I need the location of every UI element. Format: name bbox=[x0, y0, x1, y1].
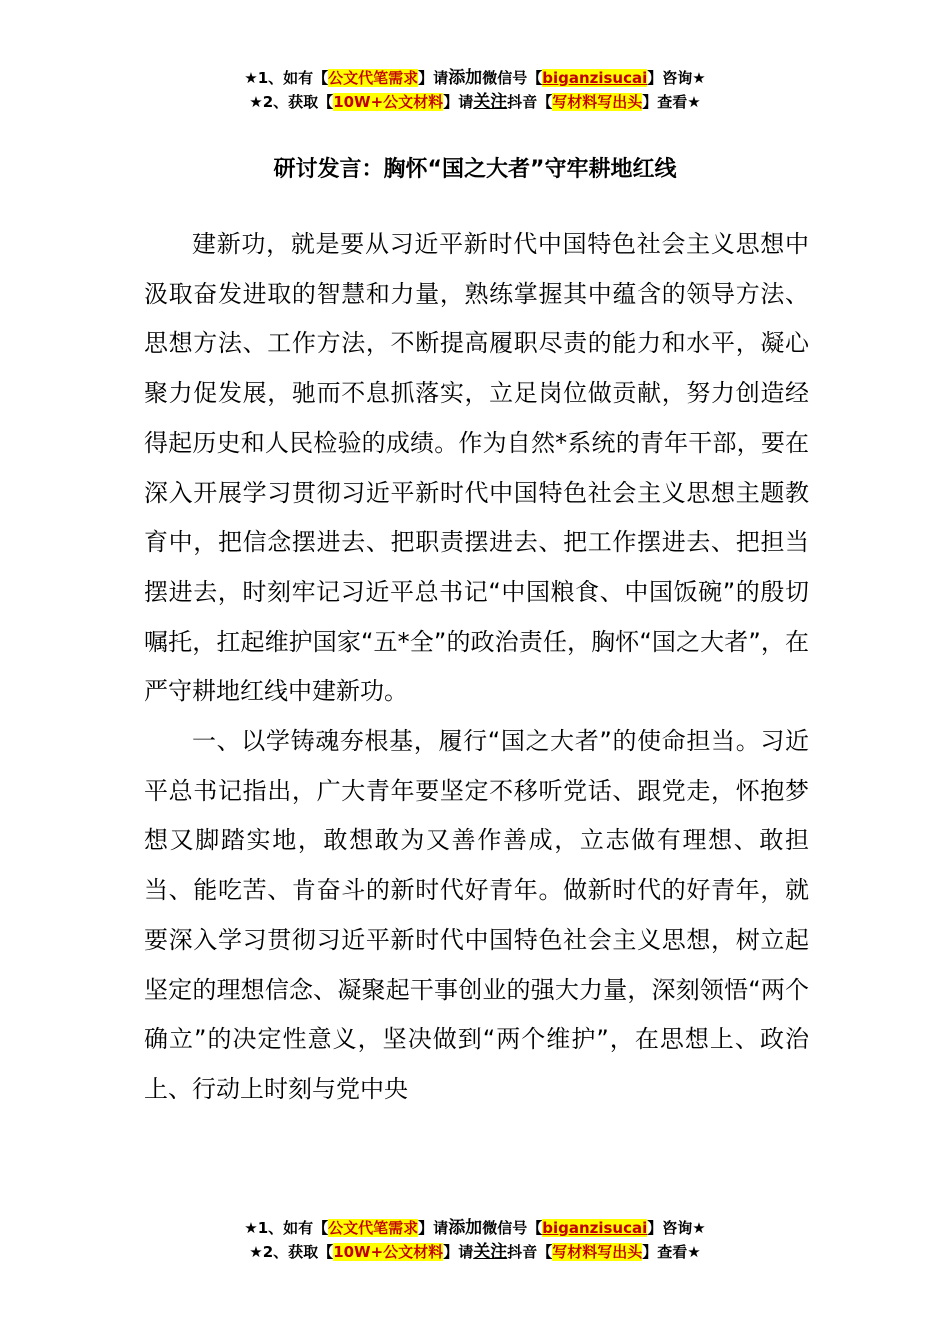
ad-text: 抖音【 bbox=[507, 93, 553, 111]
ad-text: 抖音【 bbox=[507, 1243, 553, 1261]
ad-text: ★2、获取【 bbox=[249, 1243, 334, 1261]
ad-text: 】查看★ bbox=[642, 93, 701, 111]
footer-ad-line-1 bbox=[0, 1216, 950, 1240]
ad-highlight: 10W+公文材料 bbox=[333, 1243, 444, 1261]
document-body bbox=[144, 220, 809, 1115]
header-ad-line-1 bbox=[0, 66, 950, 90]
ad-text: 】咨询★ bbox=[647, 1219, 706, 1237]
header-ad bbox=[0, 66, 950, 114]
ad-text: 微信号【 bbox=[482, 69, 543, 87]
ad-emphasis: 添加 bbox=[448, 1218, 483, 1238]
ad-highlight: 10W+公文材料 bbox=[333, 93, 444, 111]
douyin-account: 写材料写出头 bbox=[552, 93, 643, 111]
ad-text: 】查看★ bbox=[642, 1243, 701, 1261]
ad-highlight: 公文代笔需求 bbox=[328, 1219, 419, 1237]
footer-ad bbox=[0, 1216, 950, 1264]
ad-text: 】请 bbox=[443, 1243, 474, 1261]
ad-text: 】请 bbox=[418, 1219, 449, 1237]
ad-text: 】咨询★ bbox=[647, 69, 706, 87]
wechat-id-link[interactable]: biganzisucai bbox=[542, 69, 648, 87]
header-ad-line-2 bbox=[0, 90, 950, 114]
ad-emphasis: 添加 bbox=[448, 68, 483, 88]
ad-highlight: 公文代笔需求 bbox=[328, 69, 419, 87]
footer-ad-line-2 bbox=[0, 1240, 950, 1264]
ad-text: 】请 bbox=[418, 69, 449, 87]
ad-text: ★1、如有【 bbox=[244, 69, 329, 87]
ad-text: 】请 bbox=[443, 93, 474, 111]
douyin-account: 写材料写出头 bbox=[552, 1243, 643, 1261]
wechat-id-link[interactable]: biganzisucai bbox=[542, 1219, 648, 1237]
ad-emphasis: 关注 bbox=[473, 1242, 508, 1262]
ad-text: ★2、获取【 bbox=[249, 93, 334, 111]
paragraph: 一、以学铸魂夯根基，履行“国之大者”的使命担当。习近平总书记指出，广大青年要坚定不移听党话、跟党走，怀抱梦想又脚踏实地，敢想敢为又善作善成，立志做有理想、敢担当、能吃苦、肯奋斗的新时代好青年。做新时代的好青年，就要深入学习贯彻习近平新时代中国特色社会主义思想，树立起坚定的理想信念、凝聚起干事创业的强大力量，深刻领悟“两个确立”的决定性意义，坚决做到“两个维护”，在思想上、政治上、行动上时刻与党中央 bbox=[144, 727, 809, 1103]
ad-emphasis: 关注 bbox=[473, 92, 508, 112]
paragraph: 建新功，就是要从习近平新时代中国特色社会主义思想中汲取奋发进取的智慧和力量，熟练掌握其中蕴含的领导方法、思想方法、工作方法，不断提高履职尽责的能力和水平，凝心聚力促发展，驰而不息抓落实，立足岗位做贡献，努力创造经得起历史和人民检验的成绩。作为自然*系统的青年干部，要在深入开展学习贯彻习近平新时代中国特色社会主义思想主题教育中，把信念摆进去、把职责摆进去、把工作摆进去、把担当摆进去，时刻牢记习近平总书记“中国粮食、中国饭碗”的殷切嘱托，扛起维护国家“五*全”的政治责任，胸怀“国之大者”，在严守耕地红线中建新功。 bbox=[144, 230, 809, 706]
ad-text: ★1、如有【 bbox=[244, 1219, 329, 1237]
ad-text: 微信号【 bbox=[482, 1219, 543, 1237]
document-title: 研讨发言：胸怀“国之大者”守牢耕地红线 bbox=[273, 157, 677, 182]
